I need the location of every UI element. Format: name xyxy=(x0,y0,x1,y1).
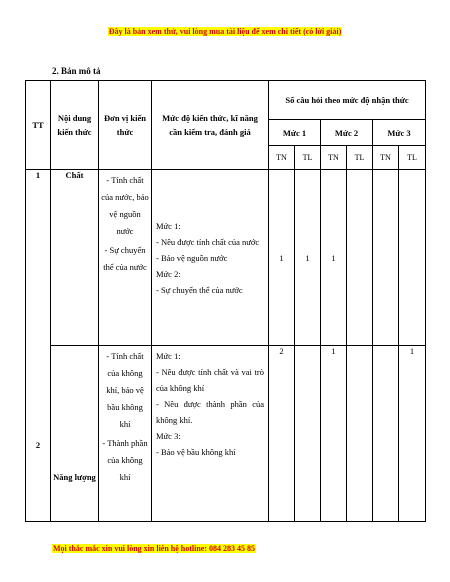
header-level-3: Mức 3 xyxy=(373,120,426,146)
row-1-m2-tn: 1 xyxy=(321,170,347,346)
unit-item: - Sự chuyển thể của nước xyxy=(103,245,147,272)
hotline-banner-text: Mọi thắc mắc xin vui lòng xin liên hệ hotline: 084 283 45 85 xyxy=(53,544,256,553)
header-tn: TN xyxy=(321,146,347,170)
row-2-m1-tn: 2 xyxy=(269,346,295,522)
row-2-m2-tn: 1 xyxy=(321,346,347,522)
header-tn: TN xyxy=(373,146,399,170)
desc-line: - Bảo vệ bầu không khí xyxy=(156,447,236,457)
row-2-m1-tl xyxy=(295,346,321,522)
header-content: Nội dung kiến thức xyxy=(51,81,99,170)
row-2-m3-tl: 1 xyxy=(399,346,426,522)
row-1-m1-tn: 1 xyxy=(269,170,295,346)
header-level-2: Mức 2 xyxy=(321,120,373,146)
header-question-count: Số câu hỏi theo mức độ nhận thức xyxy=(269,81,426,120)
header-level-1: Mức 1 xyxy=(269,120,321,146)
desc-line: - Nêu được tính chất của nước xyxy=(156,236,260,247)
specification-table xyxy=(25,80,426,522)
row-1-number xyxy=(26,170,51,522)
row-2-m2-tl xyxy=(347,346,373,522)
hotline-banner xyxy=(52,544,256,553)
unit-item: - Tính chất của không khí, bảo vệ bầu không khí xyxy=(106,351,144,429)
desc-line: Mức 1: xyxy=(156,220,181,231)
header-tl: TL xyxy=(347,146,373,170)
row-2-description xyxy=(152,346,269,522)
unit-item: - Tính chất của nước, bảo vệ nguồn nước xyxy=(101,175,149,236)
header-description: Mức độ kiến thức, kĩ năng cần kiểm tra, đánh giá xyxy=(152,81,269,170)
desc-line: Mức 2: xyxy=(156,268,181,279)
header-tn: TN xyxy=(269,146,295,170)
header-tl: TL xyxy=(295,146,321,170)
row-1-m3-tl xyxy=(399,170,426,346)
row-2-m3-tn xyxy=(373,346,399,522)
desc-line: - Nêu được tính chất và vai trò của không khí xyxy=(156,367,264,393)
row-1-m1-tl: 1 xyxy=(295,170,321,346)
row-2-content: Năng lượng xyxy=(51,346,99,522)
header-unit: Đơn vị kiến thức xyxy=(99,81,152,170)
row-1-number-text: 1 xyxy=(35,170,41,180)
row-1-description xyxy=(152,170,269,346)
row-2-units xyxy=(99,346,152,522)
desc-line: Mức 1: xyxy=(156,351,181,361)
row-1-units xyxy=(99,170,152,346)
row-1-m3-tn xyxy=(373,170,399,346)
preview-banner xyxy=(0,27,450,36)
row-2-number-text: 2 xyxy=(35,440,41,450)
header-tt: TT xyxy=(26,81,51,170)
preview-banner-text: Đây là bản xem thử, vui lòng mua tài liệu để xem chi tiết (có lời giải) xyxy=(108,27,342,36)
desc-line: - Bảo vệ nguồn nước xyxy=(156,252,228,263)
row-1-content: Chất xyxy=(51,170,99,346)
desc-line: - Sự chuyển thể của nước xyxy=(156,284,243,295)
unit-item: - Thành phần của không khí xyxy=(102,438,148,482)
row-1-m2-tl xyxy=(347,170,373,346)
desc-line: - Nêu được thành phần của không khí. xyxy=(156,399,264,425)
desc-line: Mức 3: xyxy=(156,431,181,441)
section-heading: 2. Bản mô tả xyxy=(52,66,101,76)
header-tl: TL xyxy=(399,146,426,170)
